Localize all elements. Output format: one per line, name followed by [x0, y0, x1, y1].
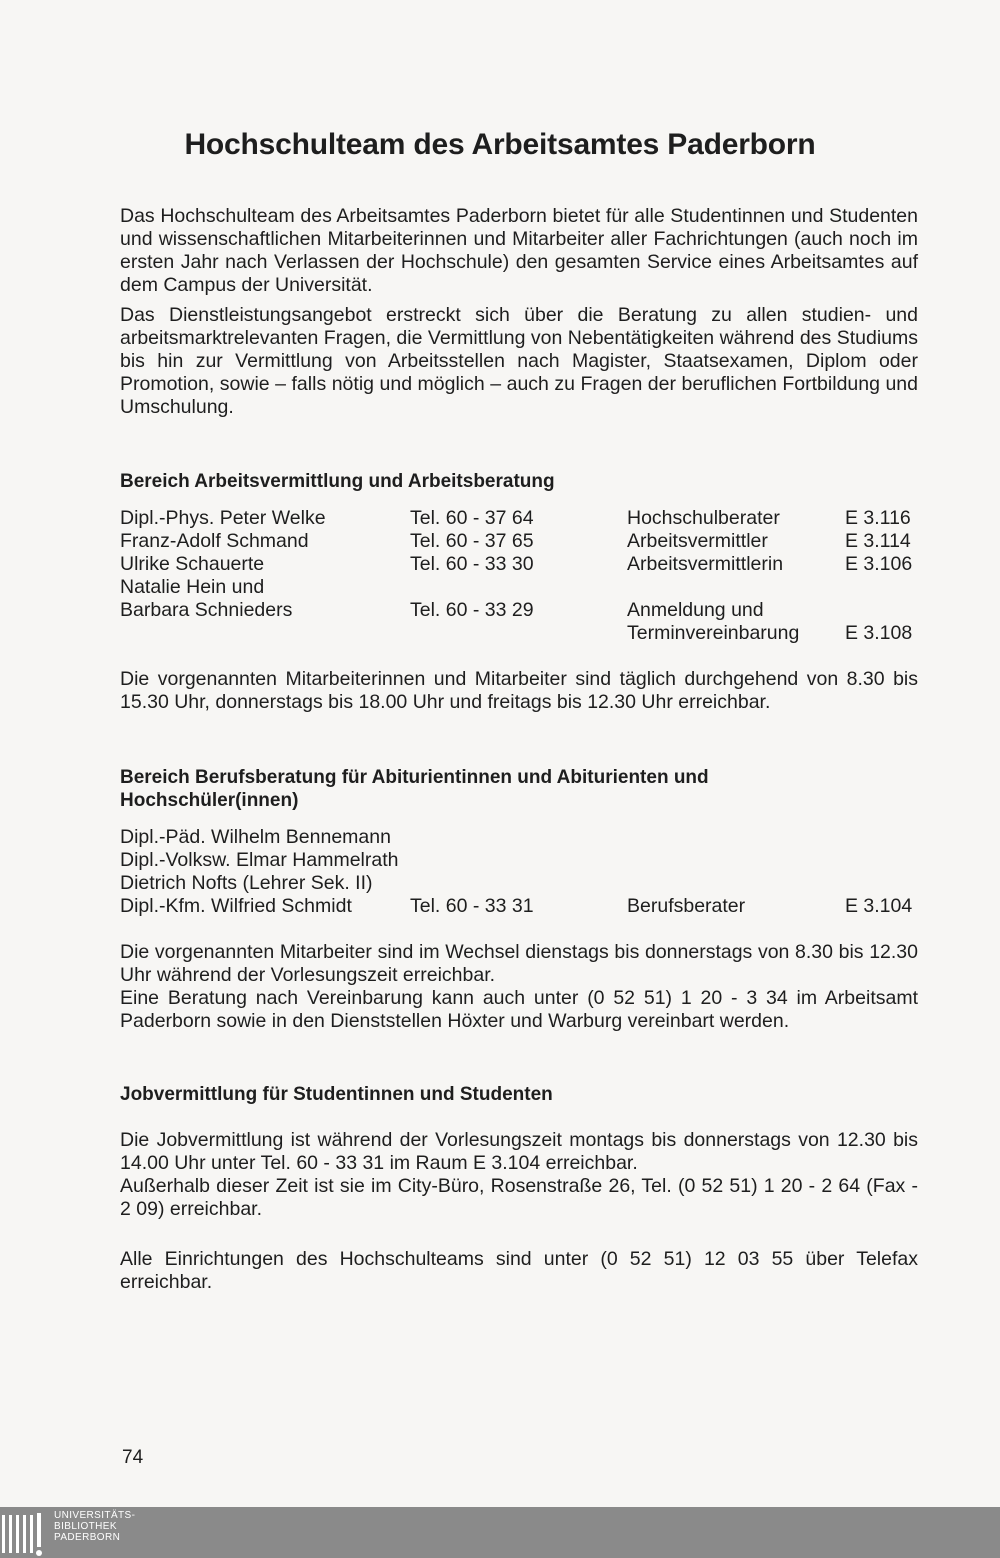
contact-phone: Tel. 60 - 33 30 [410, 553, 534, 575]
contact-name: Ulrike Schauerte [120, 553, 265, 575]
contact-row [0, 849, 1000, 872]
contact-row [0, 826, 1000, 849]
section-heading-berufsberatung [120, 766, 880, 812]
contact-room: E 3.114 [845, 530, 911, 552]
contact-row [0, 895, 1000, 918]
contact-name: Barbara Schnieders [120, 599, 293, 621]
intro-paragraph-1: Das Hochschulteam des Arbeitsamtes Paderborn bietet für alle Studentinnen und Studenten und wissenschaftlichen Mitarbeiterinnen und Mitarbeiter aller Fachrichtungen (auch noch im ersten Jahr nach Verlassen der Hochschule) den gesamten Service eines Arbeitsamtes auf dem Campus der Universität. [120, 205, 918, 296]
heading-line: Bereich Berufsberatung für Abiturientinnen und Abiturienten und [120, 767, 709, 788]
contact-name: Dipl.-Kfm. Wilfried Schmidt [120, 895, 352, 917]
page-number: 74 [122, 1447, 144, 1468]
contact-role: Arbeitsvermittlerin [627, 553, 784, 575]
library-name-line: UNIVERSITÄTS- [54, 1510, 136, 1521]
contact-role: Berufsberater [627, 895, 746, 917]
section2-note-1: Die vorgenannten Mitarbeiter sind im Wechsel dienstags bis donnerstags von 8.30 bis 12.30 Uhr während der Vorlesungszeit erreichbar. [120, 941, 918, 986]
contact-name: Dipl.-Phys. Peter Welke [120, 507, 326, 529]
contact-row [0, 599, 1000, 622]
contact-name: Dipl.-Päd. Wilhelm Bennemann [120, 826, 391, 848]
section2-note-2: Eine Beratung nach Vereinbarung kann auch unter (0 52 51) 1 20 - 3 34 im Arbeitsamt Paderborn sowie in den Dienststellen Höxter und Warburg vereinbart werden. [120, 987, 918, 1032]
section-heading-jobvermittlung: Jobvermittlung für Studentinnen und Studenten [120, 1084, 553, 1105]
contact-room: E 3.104 [845, 895, 913, 917]
contact-row [0, 507, 1000, 530]
contact-row [0, 576, 1000, 599]
contact-row [0, 622, 1000, 645]
library-name-line: BIBLIOTHEK [54, 1521, 117, 1532]
contact-row [0, 872, 1000, 895]
contact-row [0, 553, 1000, 576]
contact-phone: Tel. 60 - 37 65 [410, 530, 534, 552]
library-logo-icon [0, 1511, 52, 1558]
heading-line: Hochschüler(innen) [120, 790, 299, 811]
section1-note: Die vorgenannten Mitarbeiterinnen und Mitarbeiter sind täglich durchgehend von 8.30 bis 15.30 Uhr, donnerstags bis 18.00 Uhr und freitags bis 12.30 Uhr erreichbar. [120, 668, 918, 713]
section-heading-arbeitsvermittlung: Bereich Arbeitsvermittlung und Arbeitsberatung [120, 471, 555, 492]
library-name-line: PADERBORN [54, 1532, 121, 1543]
library-footer [0, 1507, 1000, 1558]
contact-name: Natalie Hein und [120, 576, 265, 598]
contact-name: Dietrich Nofts (Lehrer Sek. II) [120, 872, 373, 894]
contact-phone: Tel. 60 - 33 31 [410, 895, 534, 917]
contact-role: Anmeldung und [627, 599, 764, 621]
contact-room: E 3.106 [845, 553, 913, 575]
intro-paragraph-2: Das Dienstleistungsangebot erstreckt sich über die Beratung zu allen studien- und arbeitsmarktrelevanten Fragen, die Vermittlung von Nebentätigkeiten während des Studiums bis hin zur Vermittlung von Arbeitsstellen nach Magister, Staatsexamen, Diplom oder Promotion, sowie – falls nötig und möglich – auch zu Fragen der beruflichen Fortbildung und Umschulung. [120, 304, 918, 418]
contact-role: Hochschulberater [627, 507, 780, 529]
contact-row [0, 530, 1000, 553]
page-title: Hochschulteam des Arbeitsamtes Paderborn [184, 128, 816, 161]
contact-role: Terminvereinbarung [627, 622, 800, 644]
contact-phone: Tel. 60 - 37 64 [410, 507, 534, 529]
contact-room: E 3.116 [845, 507, 911, 529]
contact-room: E 3.108 [845, 622, 913, 644]
contact-name: Dipl.-Volksw. Elmar Hammelrath [120, 849, 399, 871]
library-name [54, 1510, 135, 1543]
contact-phone: Tel. 60 - 33 29 [410, 599, 534, 621]
section3-paragraph-3: Alle Einrichtungen des Hochschulteams sind unter (0 52 51) 12 03 55 über Telefax erreichbar. [120, 1248, 918, 1293]
section3-paragraph-2: Außerhalb dieser Zeit ist sie im City-Büro, Rosenstraße 26, Tel. (0 52 51) 1 20 - 2 64 (Fax - 2 09) erreichbar. [120, 1175, 918, 1220]
contact-role: Arbeitsvermittler [627, 530, 768, 552]
contact-name: Franz-Adolf Schmand [120, 530, 309, 552]
section3-paragraph-1: Die Jobvermittlung ist während der Vorlesungszeit montags bis donnerstags von 12.30 bis 14.00 Uhr unter Tel. 60 - 33 31 im Raum E 3.104 erreichbar. [120, 1129, 918, 1174]
